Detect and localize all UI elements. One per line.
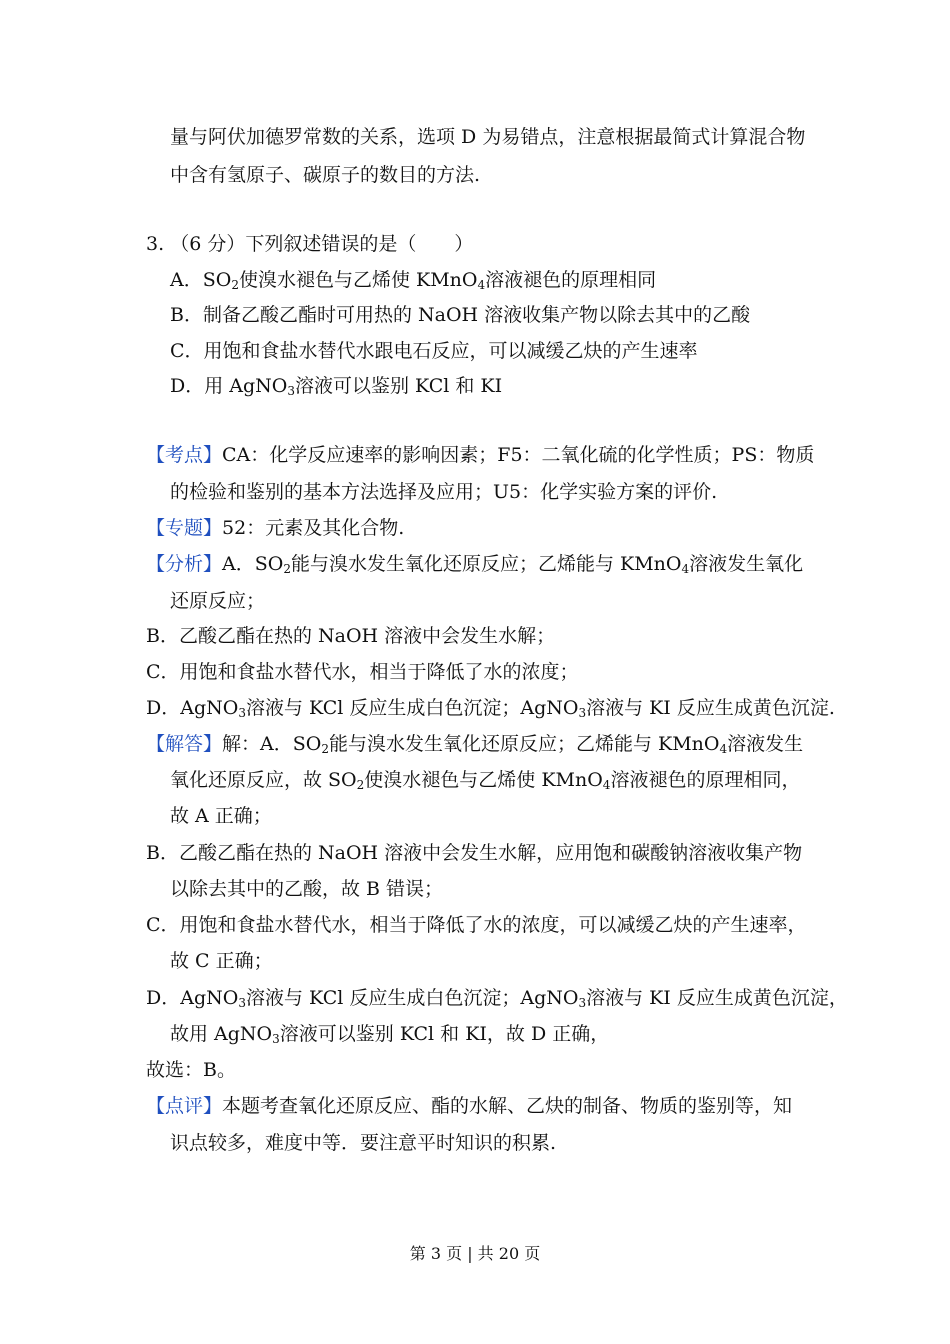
jieda-line-c1: C．用饱和食盐水替代水，相当于降低了水的浓度，可以减缓乙炔的产生速率， — [146, 914, 807, 936]
jieda-line-a1: 【解答】解：A．$SO_2$能与溴水发生氧化还原反应；乙烯能与 KMnO$_4$溶液发生 — [146, 733, 804, 756]
question-text: （6 分）下列叙述错误的是（ ） — [170, 233, 474, 255]
fenxi-line-b: B．乙酸乙酯在热的 NaOH 溶液中会发生水解； — [146, 625, 556, 647]
jieda-line-b2: 以除去其中的乙酸，故 B 错误； — [170, 878, 444, 900]
prev-analysis-line-1: 量与阿伏加德罗常数的关系，选项 D 为易错点，注意根据最简式计算混合物 — [170, 126, 806, 148]
option-d: D．用 AgNO$_3$溶液可以鉴别 KCl 和 KI — [170, 375, 503, 398]
fenxi-line-a2: 还原反应； — [170, 590, 266, 612]
jieda-line-a3: 故 A 正确； — [170, 805, 272, 827]
fenxi-line-d: D．AgNO$_3$溶液与 KCl 反应生成白色沉淀；AgNO$_3$溶液与 KI 反应生成黄色沉淀. — [146, 697, 835, 720]
jieda-choice: 故选：B。 — [146, 1059, 236, 1081]
jieda-line-b1: B．乙酸乙酯在热的 NaOH 溶液中会发生水解，应用饱和碳酸钠溶液收集产物 — [146, 842, 803, 864]
zhuanti-tag: 【专题】 — [146, 517, 223, 539]
prev-analysis-line-2: 中含有氢原子、碳原子的数目的方法. — [170, 164, 481, 186]
fenxi-line-c: C．用饱和食盐水替代水，相当于降低了水的浓度； — [146, 661, 579, 683]
dianping-line-1: 【点评】本题考查氧化还原反应、酯的水解、乙炔的制备、物质的鉴别等，知 — [146, 1095, 793, 1117]
kaodian-line-1: 【考点】CA：化学反应速率的影响因素；F5：二氧化硫的化学性质；PS：物质 — [146, 444, 815, 466]
fenxi-tag: 【分析】 — [146, 553, 223, 575]
option-b: B．制备乙酸乙酯时可用热的 NaOH 溶液收集产物以除去其中的乙酸 — [170, 304, 751, 326]
jieda-line-a2: 氧化还原反应，故 $SO_2$使溴水褪色与乙烯使 KMnO$_4$溶液褪色的原理相同， — [170, 769, 801, 792]
page-footer: 第 3 页 | 共 20 页 — [409, 1244, 541, 1263]
kaodian-line-2: 的检验和鉴别的基本方法选择及应用；U5：化学实验方案的评价. — [170, 481, 718, 503]
jieda-line-c2: 故 C 正确； — [170, 950, 273, 972]
jieda-line-d2: 故用 AgNO$_3$溶液可以鉴别 KCl 和 KI，故 D 正确， — [170, 1023, 610, 1046]
jieda-line-d1: D．AgNO$_3$溶液与 KCl 反应生成白色沉淀；AgNO$_3$溶液与 KI 反应生成黄色沉淀， — [146, 987, 848, 1010]
jieda-tag: 【解答】 — [146, 733, 223, 755]
zhuanti-line: 【专题】52：元素及其化合物. — [146, 517, 405, 539]
question-number: 3. — [146, 233, 165, 255]
kaodian-tag: 【考点】 — [146, 444, 223, 466]
option-c: C．用饱和食盐水替代水跟电石反应，可以减缓乙炔的产生速率 — [170, 340, 698, 362]
fenxi-line-a: 【分析】A．$SO_2$能与溴水发生氧化还原反应；乙烯能与 KMnO$_4$溶液发生氧化 — [146, 553, 804, 576]
option-a: A．$SO_2$使溴水褪色与乙烯使 KMnO$_4$溶液褪色的原理相同 — [170, 269, 657, 292]
dianping-line-2: 识点较多，难度中等．要注意平时知识的积累. — [170, 1132, 557, 1154]
question-stem — [146, 231, 473, 257]
dianping-tag: 【点评】 — [146, 1095, 223, 1117]
